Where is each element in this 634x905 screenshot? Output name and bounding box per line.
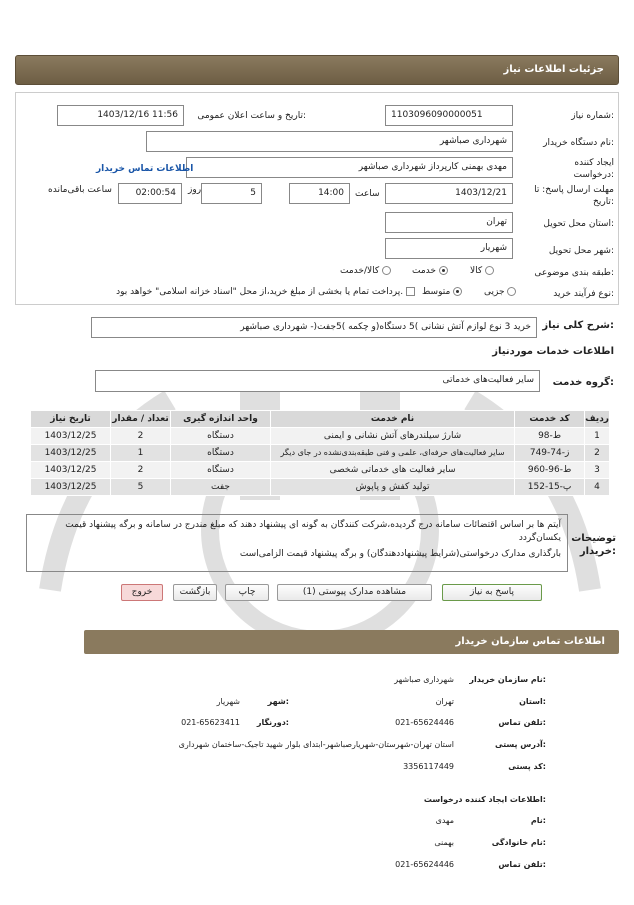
postal-label: کد پستی: [508,762,546,771]
announce-field: 1403/12/16 11:56 [57,105,184,126]
summary-label: شرح کلی نیاز: [542,320,614,331]
exit-button[interactable]: خروج [121,584,163,601]
notes-line-1: آیتم ها بر اساس اقتضائات سامانه درج گردیده،شرکت کنندگان به گونه ای پیشنهاد دهند که مبلغ مندرج در سامانه و برگه پیشنهاد قیمت یکسان‌گردد [65,520,561,543]
radio-selected-icon[interactable] [439,266,448,275]
summary-field: خرید 3 نوع لوازم آتش نشانی )5 دستگاه(و چکمه )5جفت(- شهرداری صباشهر [91,317,537,338]
table-cell: پ-15-152 [515,479,585,496]
page-title: جزئیات اطلاعات نیاز [503,64,604,75]
fax-value: 021-65623411 [181,718,240,727]
table-cell: 3 [585,462,610,479]
postal-value: 3356117449 [403,762,454,771]
table-header-cell: تعداد / مقدار [111,411,171,428]
buyer-label: نام دستگاه خریدار: [543,138,614,148]
process-partial-text: جزیی [484,287,505,297]
table-cell: 2 [111,462,171,479]
category-both-option[interactable] [340,266,391,276]
payment-note-text: پرداخت تمام یا بخشی از مبلغ خرید،از محل "اسناد خزانه اسلامی" خواهد بود. [116,287,404,297]
table-cell: ز-74-749 [515,445,585,462]
checkbox-icon[interactable] [406,287,415,296]
org-value: شهرداری صباشهر [394,675,454,684]
radio-icon[interactable] [507,287,516,296]
province-field: تهران [385,212,513,233]
process-medium-text: متوسط [422,287,451,297]
table-row [31,445,610,462]
province-label: استان محل تحویل: [543,219,614,229]
address-value: استان تهران-شهرستان-شهریارصباشهر-ابتدای بلوار شهید تاجیک-ساختمان شهرداری [178,740,454,749]
table-cell: شارژ سیلندرهای آتش نشانی و ایمنی [271,428,515,445]
radio-selected-icon[interactable] [453,287,462,296]
process-partial-option[interactable] [484,287,516,297]
buyer-contact-link[interactable]: اطلاعات تماس خریدار [96,164,194,174]
creator-family-value: بهمنی [434,838,454,847]
city-label: شهر محل تحویل: [548,246,614,256]
contact-province-label: استان: [519,697,546,706]
table-cell: سایر فعالیت های خدماتی شخصی [271,462,515,479]
table-cell: سایر فعالیت‌های حرفه‌ای، علمی و فنی طبقه‌بندی‌نشده در جای دیگر [271,445,515,462]
days-label: روز [188,185,202,195]
table-cell: 1 [585,428,610,445]
table-cell: تولید کفش و پاپوش [271,479,515,496]
deadline-time-field: 14:00 [289,183,350,204]
table-header-row [31,411,610,428]
table-cell: 1403/12/25 [31,462,111,479]
creator-family-label: نام خانوادگی: [491,838,546,847]
contact-title: اطلاعات تماس سازمان خریدار [455,636,605,647]
address-label: آدرس پستی: [495,740,546,749]
table-cell: 1403/12/25 [31,428,111,445]
services-table [30,410,610,496]
remaining-label: ساعت باقی‌مانده [48,185,112,195]
service-group-field: سایر فعالیت‌های خدماتی [95,370,540,392]
fax-label: دورنگار: [256,718,289,727]
table-cell: 2 [585,445,610,462]
table-cell: دستگاه [171,462,271,479]
need-number-label: شماره نیاز: [571,111,614,121]
category-service-text: خدمت [412,266,436,276]
creator-phone-value: 021-65624446 [395,860,454,869]
phone-value: 021-65624446 [395,718,454,727]
creator-info-title: اطلاعات ایجاد کننده درخواست: [423,795,546,804]
page-header-bar [15,55,619,85]
table-cell: 1403/12/25 [31,445,111,462]
category-both-text: کالا/خدمت [340,266,380,276]
table-cell: ط-96-960 [515,462,585,479]
contact-section-bar [84,630,619,654]
table-cell: جفت [171,479,271,496]
reply-button[interactable]: پاسخ به نیاز [442,584,542,601]
contact-province-value: تهران [435,697,454,706]
process-label: نوع فرآیند خرید: [553,289,614,299]
table-header-cell: کد خدمت [515,411,585,428]
table-cell: 1403/12/25 [31,479,111,496]
creator-field: مهدی بهمنی کارپرداز شهرداری صباشهر [186,157,513,178]
table-row [31,479,610,496]
org-label: نام سازمان خریدار: [469,675,546,684]
table-row [31,428,610,445]
table-cell: ط-98 [515,428,585,445]
service-group-label: گروه خدمت: [552,377,614,388]
services-title: اطلاعات خدمات موردنیاز [492,346,614,357]
table-cell: دستگاه [171,428,271,445]
phone-label: تلفن تماس: [498,718,546,727]
print-button[interactable]: چاپ [225,584,269,601]
creator-label: ایجاد کننده درخواست: [573,158,614,180]
table-row [31,462,610,479]
announce-label: تاریخ و ساعت اعلان عمومی: [197,111,306,121]
attachments-button[interactable]: مشاهده مدارک پیوستی (1) [277,584,432,601]
deadline-label: مهلت ارسال پاسخ: تا تاریخ: [534,185,614,207]
category-service-option[interactable] [412,266,448,276]
radio-icon[interactable] [382,266,391,275]
time-label: ساعت [355,189,380,199]
contact-city-label: شهر: [267,697,289,706]
table-cell: 2 [111,428,171,445]
deadline-date-field: 1403/12/21 [385,183,513,204]
category-goods-option[interactable] [470,266,494,276]
need-number-field: 1103096090000051 [385,105,513,126]
table-header-cell: واحد اندازه گیری [171,411,271,428]
remaining-time-field: 02:00:54 [118,183,182,204]
days-field: 5 [201,183,262,204]
creator-phone-label: تلفن تماس: [498,860,546,869]
notes-label: توضیحات خریدار: [571,533,616,557]
table-cell: 4 [585,479,610,496]
notes-line-2: بارگذاری مدارک درخواستی(شرایط پیشنهاددهندگان) و برگه پیشنهاد قیمت الزامی‌است [239,549,561,559]
radio-icon[interactable] [485,266,494,275]
notes-box [26,514,568,572]
process-medium-option[interactable] [422,287,462,297]
city-field: شهریار [385,238,513,259]
buyer-field: شهرداری صباشهر [146,131,513,152]
table-header-cell: تاریخ نیاز [31,411,111,428]
table-cell: دستگاه [171,445,271,462]
payment-note [53,287,415,297]
creator-name-label: نام: [530,816,546,825]
table-header-cell: نام خدمت [271,411,515,428]
category-label: طبقه بندی موضوعی: [534,268,614,278]
back-button[interactable]: بازگشت [173,584,217,601]
table-header-cell: ردیف [585,411,610,428]
creator-name-value: مهدی [435,816,454,825]
table-cell: 1 [111,445,171,462]
contact-city-value: شهریار [216,697,240,706]
table-cell: 5 [111,479,171,496]
category-goods-text: کالا [470,266,483,276]
